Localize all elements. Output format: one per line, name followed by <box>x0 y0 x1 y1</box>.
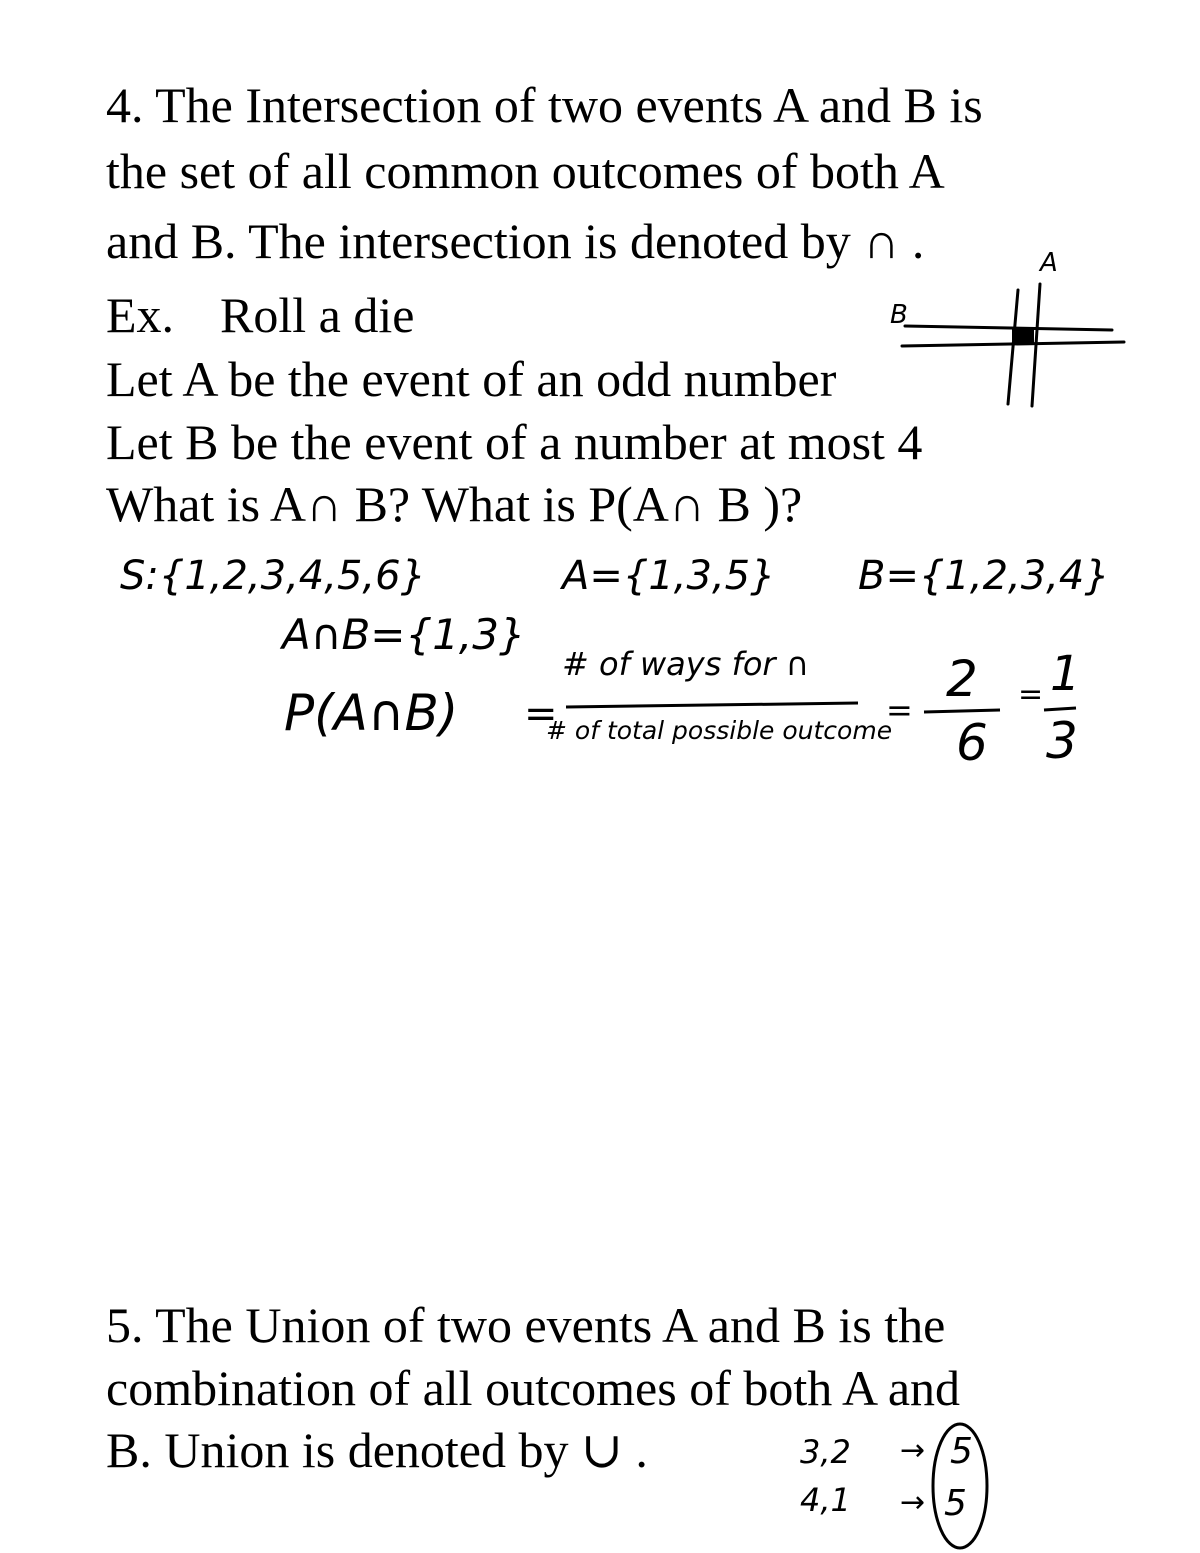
diagram-label-a: A <box>1040 248 1058 278</box>
sum-1: 5 <box>950 1431 973 1472</box>
intersection-set: A∩B={1,3} <box>282 610 526 659</box>
numerator-1: 1 <box>1050 646 1081 702</box>
line-a-left <box>1008 290 1018 404</box>
equals-2: = <box>886 691 913 729</box>
fraction-denominator: # of total possible outcome <box>546 716 893 745</box>
section4-line1: 4. The Intersection of two events A and B is <box>106 77 983 133</box>
arrow-1: → <box>900 1433 926 1468</box>
line-b-top <box>905 326 1112 330</box>
fraction-bar-3 <box>1044 708 1076 710</box>
intersection-dot <box>1012 328 1034 344</box>
sum-2: 5 <box>944 1483 967 1524</box>
set-b: B={1,2,3,4} <box>858 553 1110 599</box>
line-b-bottom <box>902 342 1124 346</box>
pair-2: 4,1 <box>800 1481 851 1519</box>
numerator-2: 2 <box>946 650 978 708</box>
example-text: Roll a die <box>220 287 415 343</box>
event-a-definition: Let A be the event of an odd number <box>106 351 837 407</box>
diagram-label-b: B <box>890 300 908 330</box>
set-a: A={1,3,5} <box>562 553 776 599</box>
denominator-3: 3 <box>1046 712 1078 770</box>
section5-line3: B. Union is denoted by ∪ . <box>106 1422 648 1478</box>
section4-line2: the set of all common outcomes of both A <box>106 143 945 199</box>
probability-lhs: P(A∩B) <box>284 684 459 742</box>
section4-line3: and B. The intersection is denoted by ∩ . <box>106 213 925 269</box>
pair-1: 3,2 <box>800 1433 851 1471</box>
example-label: Ex. <box>106 287 175 343</box>
fraction-numerator: # of ways for ∩ <box>562 645 810 683</box>
line-a-right <box>1032 284 1040 406</box>
fraction-bar-2 <box>924 710 1000 712</box>
question: What is A∩ B? What is P(A∩ B )? <box>106 476 803 532</box>
sample-space: S:{1,2,3,4,5,6} <box>120 553 427 599</box>
equals-3: = <box>1018 677 1044 712</box>
section5-line1: 5. The Union of two events A and B is the <box>106 1297 946 1353</box>
arrow-2: → <box>900 1485 926 1520</box>
section5-line2: combination of all outcomes of both A and <box>106 1360 961 1416</box>
equals-1: = <box>524 691 558 737</box>
event-b-definition: Let B be the event of a number at most 4 <box>106 414 923 470</box>
denominator-6: 6 <box>956 714 988 772</box>
